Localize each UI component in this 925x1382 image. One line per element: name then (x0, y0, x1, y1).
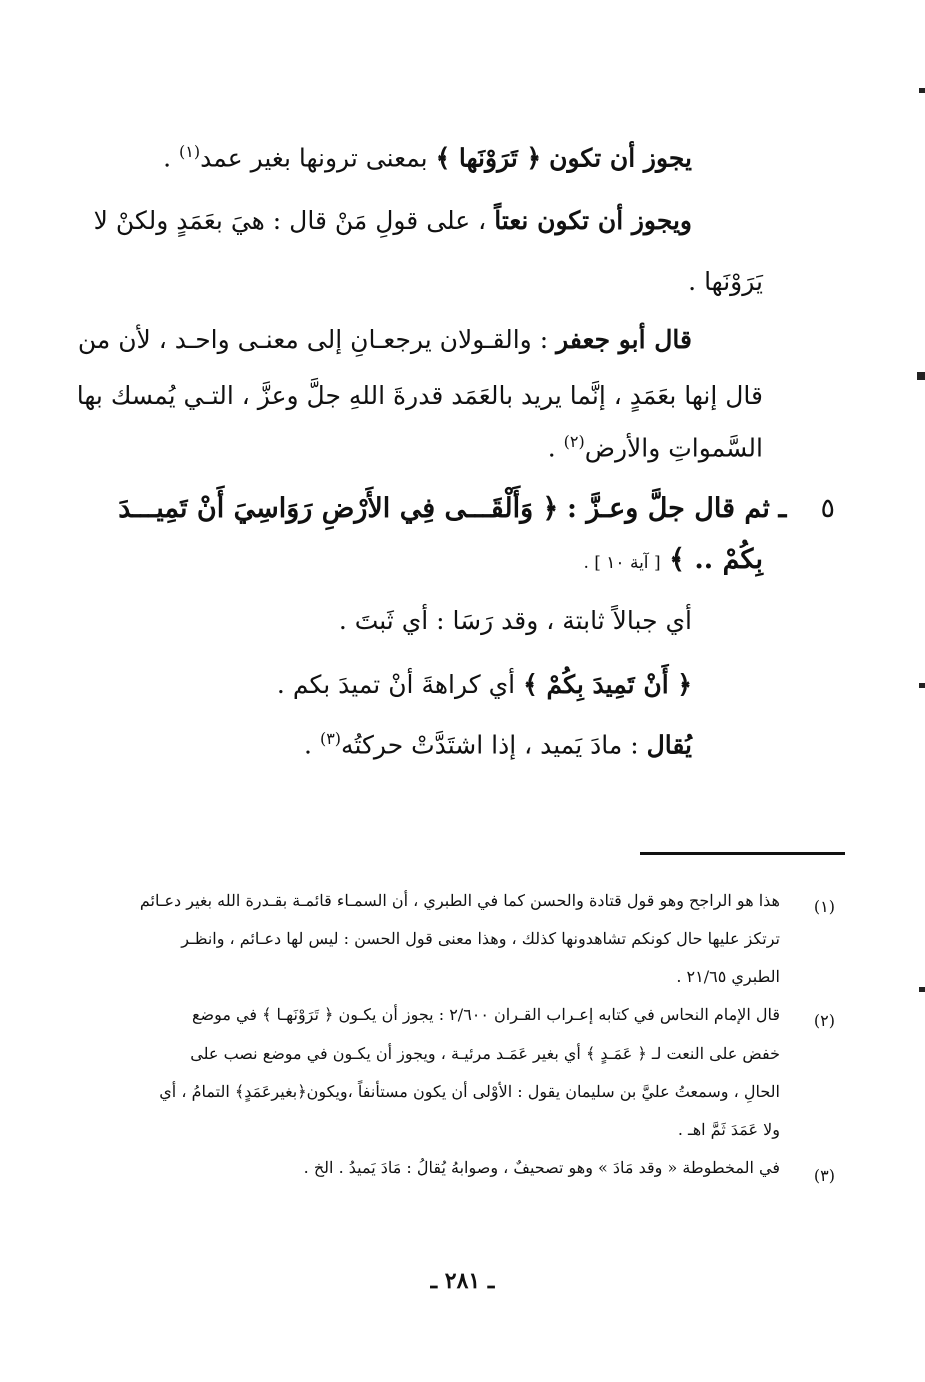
paragraph-line (78, 325, 692, 355)
paragraph-line (94, 206, 692, 236)
body-text: ، على قولِ مَنْ قال : هيَ بعَمَدٍ ولكنْ لا (93, 206, 487, 235)
paragraph-line (118, 493, 835, 525)
quran-quote: ﴿ أَنْ تَمِيدَ بِكُمْ ﴾ (523, 670, 692, 699)
dash: ـ (778, 493, 787, 524)
quran-quote: بِكُمْ .. ﴾ (669, 544, 763, 575)
footnote-number: (١) (813, 897, 835, 916)
bold-phrase: ويجوز أن تكون نعتاً (494, 206, 692, 235)
footnote-line: ولا عَمَدَ ثَمَّ اهـ . (677, 1120, 780, 1139)
bold-phrase: يُقال (646, 730, 692, 760)
paragraph-line (77, 381, 763, 411)
scan-edge-mark (919, 987, 925, 992)
body-text: أي كراهةَ أنْ تميدَ بكم . (276, 670, 516, 699)
period: . (547, 433, 556, 463)
footnote-ref: (٢) (563, 432, 585, 451)
bold-phrase: ثم قال جلَّ وعـزَّ : (566, 493, 770, 524)
footnote-number: (٣) (813, 1166, 835, 1185)
paragraph-line (304, 729, 692, 760)
paragraph-line (339, 606, 692, 636)
footnote-line: الحالِ ، وسمعتُ عليَّ بن سليمان يقول : الأوْلى أن يكون مستأنفاً ،ويكون﴿بغيرعَمَدٍ﴾ التمامُ ، أي (159, 1082, 780, 1101)
paragraph-line (548, 432, 763, 463)
paragraph-line (688, 267, 763, 297)
quran-quote: ﴿ وَأَلْقَـــى فِي الأَرْضِ رَوَاسِيَ أَنْ تَمِيـــدَ (118, 493, 559, 524)
bold-phrase: قال أبو جعفر (556, 325, 692, 354)
scan-edge-mark (919, 88, 925, 93)
body-text: السَّمواتِ والأرض (584, 433, 763, 463)
period: . (304, 730, 312, 760)
bold-phrase: يجوز أن تكون (549, 143, 692, 173)
footnote-ref: (٣) (319, 729, 342, 748)
quran-quote: ﴿ تَرَوْنَها ﴾ (435, 143, 542, 173)
footnote-line: هذا هو الراجح وهو قول قتادة والحسن كما في الطبري ، أن السمـاء قائمـة بقـدرة الله بغير دعـائم (139, 891, 780, 910)
paragraph-line (277, 670, 692, 700)
body-text: : مادَ يَميد ، إذا اشتَدَّتْ حركتُه (341, 730, 639, 760)
footnote-number: (٢) (813, 1011, 835, 1030)
body-text: : والقـولان يرجعـانِ إلى معنـى واحـد ، لأن من (77, 325, 549, 354)
body-text: قال إنها بعَمَدٍ ، إنَّما يريد بالعَمَد قدرةَ اللهِ جلَّ وعزَّ ، التـي يُمسك بها (76, 381, 763, 410)
scan-edge-mark (919, 683, 925, 688)
footnote-separator (640, 852, 845, 855)
footnote-line: قال الإمام النحاس في كتابه إعـراب القـران ٢/٦٠٠ : يجوز أن يكـون ﴿ تَرَوْنَهـا ﴾ في موضع (192, 1005, 780, 1024)
scan-edge-mark (917, 372, 925, 380)
period: . (163, 143, 172, 173)
body-text: بمعنى ترونها بغير عمد (200, 143, 428, 173)
page-number: ـ ٢٨١ ـ (430, 1268, 495, 1294)
footnote-line: الطبري ٢١/٦٥ . (676, 967, 780, 986)
footnote-line: في المخطوطة « وقد مَادَ » وهو تصحيفٌ ، وصوابهُ يُقالُ : مَادَ يَميدُ . الخ . (303, 1158, 780, 1177)
body-text: يَرَوْنَها . (688, 267, 763, 296)
body-text: أي جبالاً ثابتة ، وقد رَسَا : أي ثَبتَ . (338, 606, 692, 635)
paragraph-line (583, 544, 763, 576)
verse-ref: [ آية ١٠ ] . (583, 553, 661, 573)
footnote-line: ترتكز عليها حال كونكم تشاهدونها كذلك ، وهذا معنى قول الحسن : ليس لها دعـائم ، وانظـر (181, 929, 780, 948)
verse-number: ٥ (820, 493, 835, 524)
paragraph-line (163, 142, 692, 173)
footnote-line: خفض على النعت لـ ﴿ عَمَـدٍ ﴾ أي بغير عَمَـد مرئيـة ، ويجوز أن يكـون في موضع نصب على (190, 1044, 780, 1063)
footnote-ref: (١) (179, 142, 201, 161)
